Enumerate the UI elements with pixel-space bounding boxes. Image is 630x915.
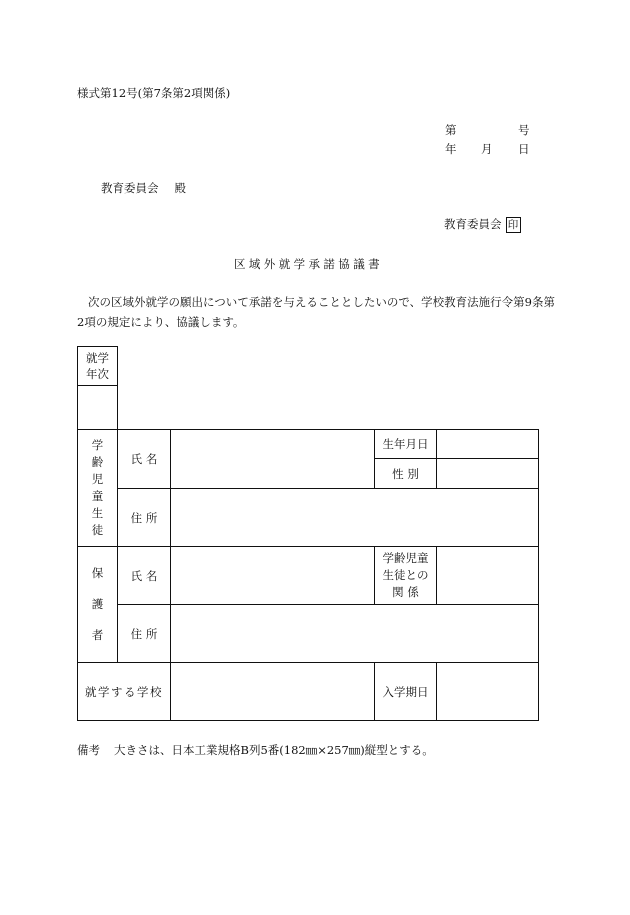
addressee [101,180,186,196]
birthdate-label: 生年月日 [382,437,429,451]
student-label [78,430,117,546]
relation-label [375,547,436,604]
grid-line [77,720,539,721]
date-year: 年 [445,142,457,156]
student-address-label: 住 所 [130,510,158,525]
relation-field[interactable] [437,547,538,604]
seal-mark: 印 [506,217,521,233]
birthdate-field[interactable] [437,430,538,458]
guardian-address-field[interactable] [171,605,538,662]
relation-label-line1: 学齢児童 [382,551,429,565]
number-go: 号 [518,123,530,137]
entry-date-label: 入学期日 [382,684,429,699]
student-label-char: 生 [91,506,104,520]
school-field[interactable] [171,663,374,720]
student-label-char: 童 [91,489,104,503]
student-address-field[interactable] [171,489,538,546]
sender [444,216,521,233]
addressee-name: 教育委員会 [101,181,159,195]
entry-date-field[interactable] [437,663,538,720]
student-label-char: 徒 [91,523,104,537]
remarks-text: 大きさは、日本工業規格B列5番(182㎜×257㎜)縦型とする。 [114,743,434,757]
guardian-name-field[interactable] [171,547,374,604]
student-name-field[interactable] [171,430,374,488]
guardian-name-label: 氏 名 [130,568,158,583]
sex-field[interactable] [437,459,538,488]
addressee-honorific: 殿 [174,181,186,195]
grid-line [538,429,539,721]
remarks-label: 備考 [77,743,100,757]
body-text: 次の区域外就学の願出について承諾を与えることとしたいので、学校教育法施行令第9条第2項の規定により、協議します。 [77,295,555,329]
relation-label-line3: 関 係 [392,585,419,599]
guardian-label-char: 保 [91,566,104,580]
student-label-char: 学 [91,438,104,452]
date-day: 日 [518,142,530,156]
student-name-label: 氏 名 [130,452,158,466]
document-title: 区域外就学承諾協議書 [234,257,383,271]
grade-year-label-line2: 年次 [86,367,109,381]
student-label-char: 齢 [91,455,104,469]
guardian-address-label: 住 所 [130,626,158,641]
guardian-label-char: 者 [91,628,104,642]
number-dai: 第 [445,123,457,137]
guardian-label [78,547,117,662]
remarks [77,742,434,758]
sender-name: 教育委員会 [444,217,502,231]
form-number: 様式第12号(第7条第2項関係) [77,86,231,100]
relation-label-line2: 生徒との [382,568,429,582]
grade-year-field[interactable] [78,386,117,429]
grade-year-label-line1: 就学 [86,351,109,365]
school-label: 就学する学校 [85,684,163,699]
sex-label: 性 別 [392,466,419,481]
grade-year-label [78,347,117,385]
date-month: 月 [481,142,493,156]
student-label-char: 児 [91,472,104,486]
guardian-label-char: 護 [91,597,104,611]
